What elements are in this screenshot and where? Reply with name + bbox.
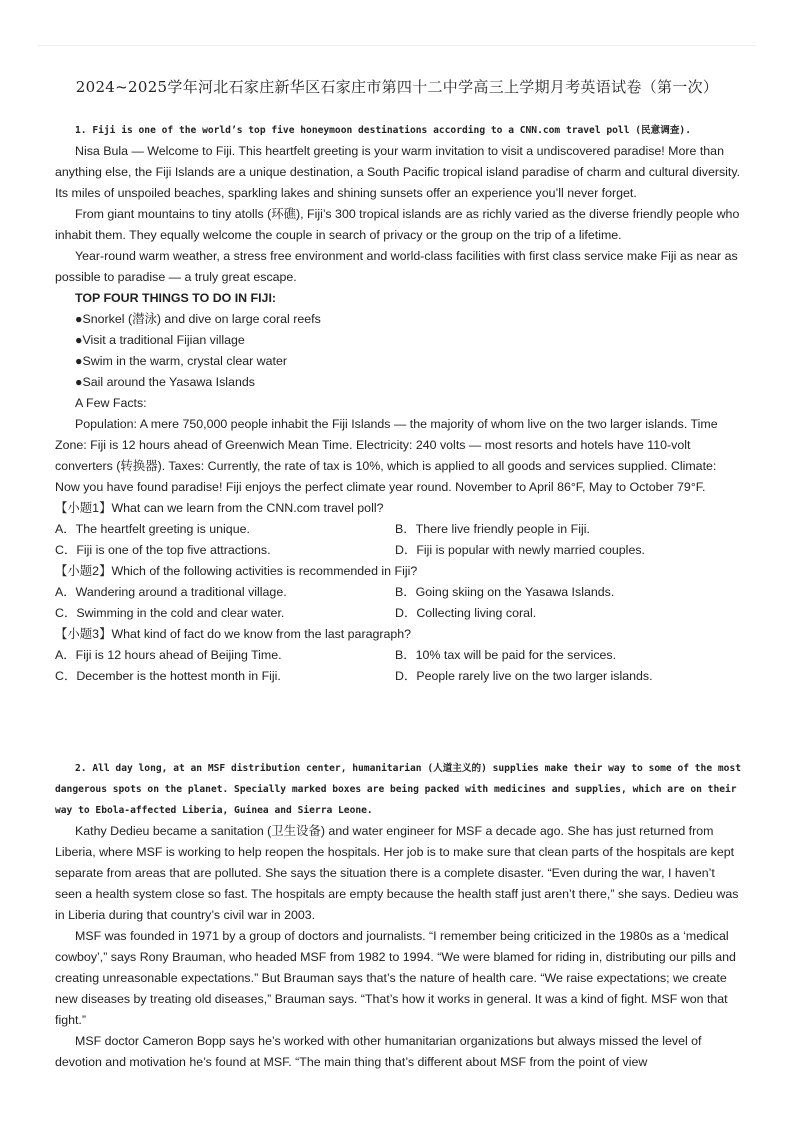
option-b[interactable]: B．There live friendly people in Fiji. [395, 522, 590, 536]
things-to-do-heading: TOP FOUR THINGS TO DO IN FIJI: [75, 291, 277, 305]
sub-question-1 [55, 498, 743, 561]
option-d[interactable]: D．Fiji is popular with newly married couples. [395, 543, 645, 557]
option-c[interactable]: C．December is the hottest month in Fiji. [55, 669, 281, 683]
option-a[interactable]: A．Fiji is 12 hours ahead of Beijing Time. [55, 648, 282, 662]
option-a[interactable]: A．The heartfelt greeting is unique. [55, 522, 250, 536]
option-c[interactable]: C．Swimming in the cold and clear water. [55, 606, 285, 620]
list-item: ●Visit a traditional Fijian village [75, 333, 245, 347]
option-d[interactable]: D．Collecting living coral. [395, 606, 537, 620]
passage-paragraph: MSF was founded in 1971 by a group of doctors and journalists. “I remember being criticized in the 1980s as a ‘medical cowboy’,” says Rony Brauman, who headed MSF from 1982 to 1994. “We were blamed for riding in, distributing our pills and creating unreasonable expectations.” But Brauman says that’s the nature of health care. “We raise expectations; we create new diseases by treating old diseases,” Brauman says. “That’s how it works in general. It was a kind of fight. MSF won that fight.” [55, 929, 736, 1027]
sub-question-3 [55, 624, 743, 687]
list-item: ●Snorkel (潜泳) and dive on large coral reefs [75, 312, 321, 326]
page-title: 2024~2025学年河北石家庄新华区石家庄市第四十二中学高三上学期月考英语试卷（第一次） [75, 78, 719, 96]
question-1-heading: 1. Fiji is one of the world’s top five honeymoon destinations according to a CNN.com travel poll (民意调查). [75, 125, 691, 136]
passage-paragraph: Kathy Dedieu became a sanitation (卫生设备) and water engineer for MSF a decade ago. She has just returned from Liberia, where MSF is working to help reopen the hospitals. Her job is to make sure that clean parts of the hospitals are kept separate from areas that are polluted. She says the situation there is a complete disaster. “Even during the war, I haven’t seen a health system close so fast. The hospitals are empty because the health staff just aren’t there,” she says. Dedieu was in Liberia during that country’s civil war in 2003. [55, 824, 739, 922]
list-item: ●Sail around the Yasawa Islands [75, 375, 255, 389]
question-stem: 【小题3】What kind of fact do we know from the last paragraph? [55, 627, 412, 641]
option-b[interactable]: B．10% tax will be paid for the services. [395, 648, 617, 662]
passage-paragraph: From giant mountains to tiny atolls (环礁), Fiji’s 300 tropical islands are as richly varied as the diverse friendly people who inhabit them. They equally welcome the couple in search of privacy or the group on the trip of a lifetime. [55, 207, 740, 242]
option-b[interactable]: B．Going skiing on the Yasawa Islands. [395, 585, 615, 599]
question-2-section [55, 758, 743, 1073]
passage-paragraph: Nisa Bula — Welcome to Fiji. This heartfelt greeting is your warm invitation to visit a undiscovered paradise! More than anything else, the Fiji Islands are a unique destination, a South Pacific tropical island paradise of charm and cultural diversity. Its miles of unspoiled beaches, sparkling lakes and shining sunsets offer an experience you’ll never forget. [55, 144, 741, 200]
passage-paragraph: Year-round warm weather, a stress free environment and world-class facilities with first class service make Fiji as near as possible to paradise — a truly great escape. [55, 249, 738, 284]
passage-paragraph: MSF doctor Cameron Bopp says he’s worked with other humanitarian organizations but always missed the level of devotion and motivation he’s found at MSF. “The main thing that’s different about MSF from the point of view [55, 1034, 702, 1069]
option-d[interactable]: D．People rarely live on the two larger islands. [395, 669, 653, 683]
option-c[interactable]: C．Fiji is one of the top five attractions. [55, 543, 271, 557]
page-top-border [38, 45, 756, 46]
question-stem: 【小题1】What can we learn from the CNN.com travel poll? [55, 501, 384, 515]
question-stem: 【小题2】Which of the following activities is recommended in Fiji? [55, 564, 418, 578]
facts-paragraph: Population: A mere 750,000 people inhabit the Fiji Islands — the majority of whom live on the two larger islands. Time Zone: Fiji is 12 hours ahead of Greenwich Mean Time. Electricity: 240 volts — most resorts and hotels have 110-volt converters (转换器). Taxes: Currently, the rate of tax is 10%, which is applied to all goods and services supplied. Climate: Now you have found paradise! Fiji enjoys the perfect climate year round. November to April 86°F, May to October 79°F. [55, 417, 718, 494]
sub-question-2 [55, 561, 743, 624]
list-item: ●Swim in the warm, crystal clear water [75, 354, 287, 368]
facts-label: A Few Facts: [75, 396, 147, 410]
question-1-section [55, 120, 743, 687]
option-a[interactable]: A．Wandering around a traditional village. [55, 585, 287, 599]
question-2-heading: 2. All day long, at an MSF distribution center, humanitarian (人道主义的) supplies make their way to some of the most dangerous spots on the planet. Specially marked boxes are being packed with medicines and supplies, which are on their way to Ebola-affected Liberia, Guinea and Sierra Leone. [55, 763, 741, 816]
